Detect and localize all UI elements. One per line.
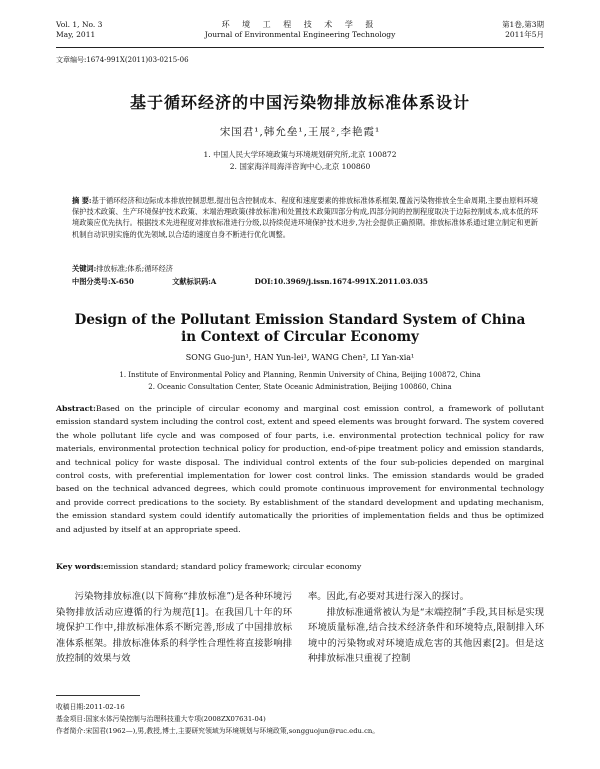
header-issue: 第1卷,第3期 2011年5月: [502, 20, 544, 39]
abstract-en-text: Based on the principle of circular economy and marginal cost emission control, a framework of pollutant emission standard system including the control cost, extent and speed elements was brought forward. The system covered the whole pollutant life cycle and was composed of four parts, i.e. environmental protection technical policy for raw materials, environmental protection technical policy for production, end-of-pipe treatment policy and emission standards, and technical policy for waste disposal. The individual control extents of the four sub-policies depended on marginal control costs, with preferential implementation for lower cost control links. The emission standards would be graded based on the technical advanced degrees, which could promote continuous improvement for environmental technology and provide correct predications to the society. By establishment of the standard development and updating mechanism, the emission standard system could identify automatically the priorities of implementation fields and thus be optimized and adjusted by itself at an appropriate speed.: [56, 404, 544, 534]
body-right-paragraph-2: 排放标准通常被认为是“末端控制”手段,其目标是实现环境质量标准,结合技术经济条件和环境特点,限制排入环境中的污染物或对环境造成危害的其他因素[2]。但是这种排放标准只重视了控制: [308, 606, 544, 664]
keywords-chinese: 关键词:排放标准;体系;循环经济: [72, 264, 173, 273]
header-volume: Vol. 1, No. 3 May, 2011: [56, 20, 103, 39]
abstract-en-label: Abstract:: [56, 404, 96, 413]
header-rule: [56, 47, 544, 48]
affiliations-english: [0, 369, 600, 393]
body-column-right: [308, 589, 544, 667]
abstract-cn-text: 基于循环经济和边际成本排放控制思想,提出包含控制成本、程度和速度要素的排放标准体系框架,覆盖污染物排放全生命周期,主要由原料环境保护技术政策、生产环境保护技术政策、末端治理政策(排放标准)和处置技术政策四部分构成,四部分间的控制程度取决于边际控制成本,成本低的环境政策应优先执行。根据技术先进程度对排放标准进行分级,以持续促进环境保护技术进步,为社会提供正确预期。排放标准体系通过建立制定和更新机制自动识别实施的优先领域,以合适的速度自身不断进行优化调整。: [72, 196, 538, 239]
footnote-rule: [56, 695, 140, 696]
affiliation-en-1: 1. Institute of Environmental Policy and Planning, Renmin University of China, Beijing 100872, China: [119, 371, 481, 379]
body-column-left: 污染物排放标准(以下简称“排放标准”)是各种环境污染物排放活动应遵循的行为规范[1]。在我国几十年的环境保护工作中,排放标准体系不断完善,形成了中国排放标准体系框架。排放标准体系的科学性合理性将直接影响排放控制的效果与效: [56, 591, 292, 664]
clc-number: 中图分类号:X-650: [72, 277, 134, 286]
footnotes: [56, 701, 544, 737]
footnote-received: 收稿日期:2011-02-16: [56, 703, 125, 711]
body-right-paragraph-1: 率。因此,有必要对其进行深入的探讨。: [308, 591, 470, 602]
article-number: 文章编号:1674-991X(2011)03-0215-06: [56, 56, 189, 64]
footnote-author: 作者简介:宋国君(1962—),男,教授,博士,主要研究领域为环境规划与环境政策,songguojun@ruc.edu.cn。: [56, 727, 380, 735]
keywords-english: Key words:emission standard; standard policy framework; circular economy: [56, 562, 362, 571]
authors-english: SONG Guo-jun¹, HAN Yun-lei¹, WANG Chen², LI Yan-xia¹: [185, 353, 415, 362]
footnote-fund: 基金项目:国家水体污染控制与治理科技重大专项(2008ZX07631-04): [56, 715, 266, 723]
running-header: [56, 20, 544, 46]
affiliations-chinese: [0, 149, 600, 173]
abstract-english: [56, 402, 544, 536]
affiliation-cn-2: 2. 国家海洋局海洋咨询中心,北京 100860: [229, 162, 371, 171]
title-chinese: 基于循环经济的中国污染物排放标准体系设计: [129, 93, 470, 112]
affiliation-cn-1: 1. 中国人民大学环境政策与环境规划研究所,北京 100872: [203, 150, 397, 159]
classification-line: [72, 277, 462, 287]
abstract-chinese: [72, 195, 538, 240]
affiliation-en-2: 2. Oceanic Consultation Center, State Oceanic Administration, Beijing 100860, China: [148, 383, 452, 391]
title-english: Design of the Pollutant Emission Standard System of China in Context of Circular Economy: [74, 312, 526, 345]
abstract-cn-label: 摘 要:: [72, 196, 92, 205]
doi: DOI:10.3969/j.issn.1674-991X.2011.03.035: [254, 277, 429, 286]
authors-chinese: 宋国君¹,韩允垒¹,王展²,李艳霞¹: [219, 126, 381, 138]
header-journal: 环 境 工 程 技 术 学 报 Journal of Environmental Engineering Technology: [204, 20, 396, 39]
document-code: 文献标识码:A: [172, 277, 217, 286]
